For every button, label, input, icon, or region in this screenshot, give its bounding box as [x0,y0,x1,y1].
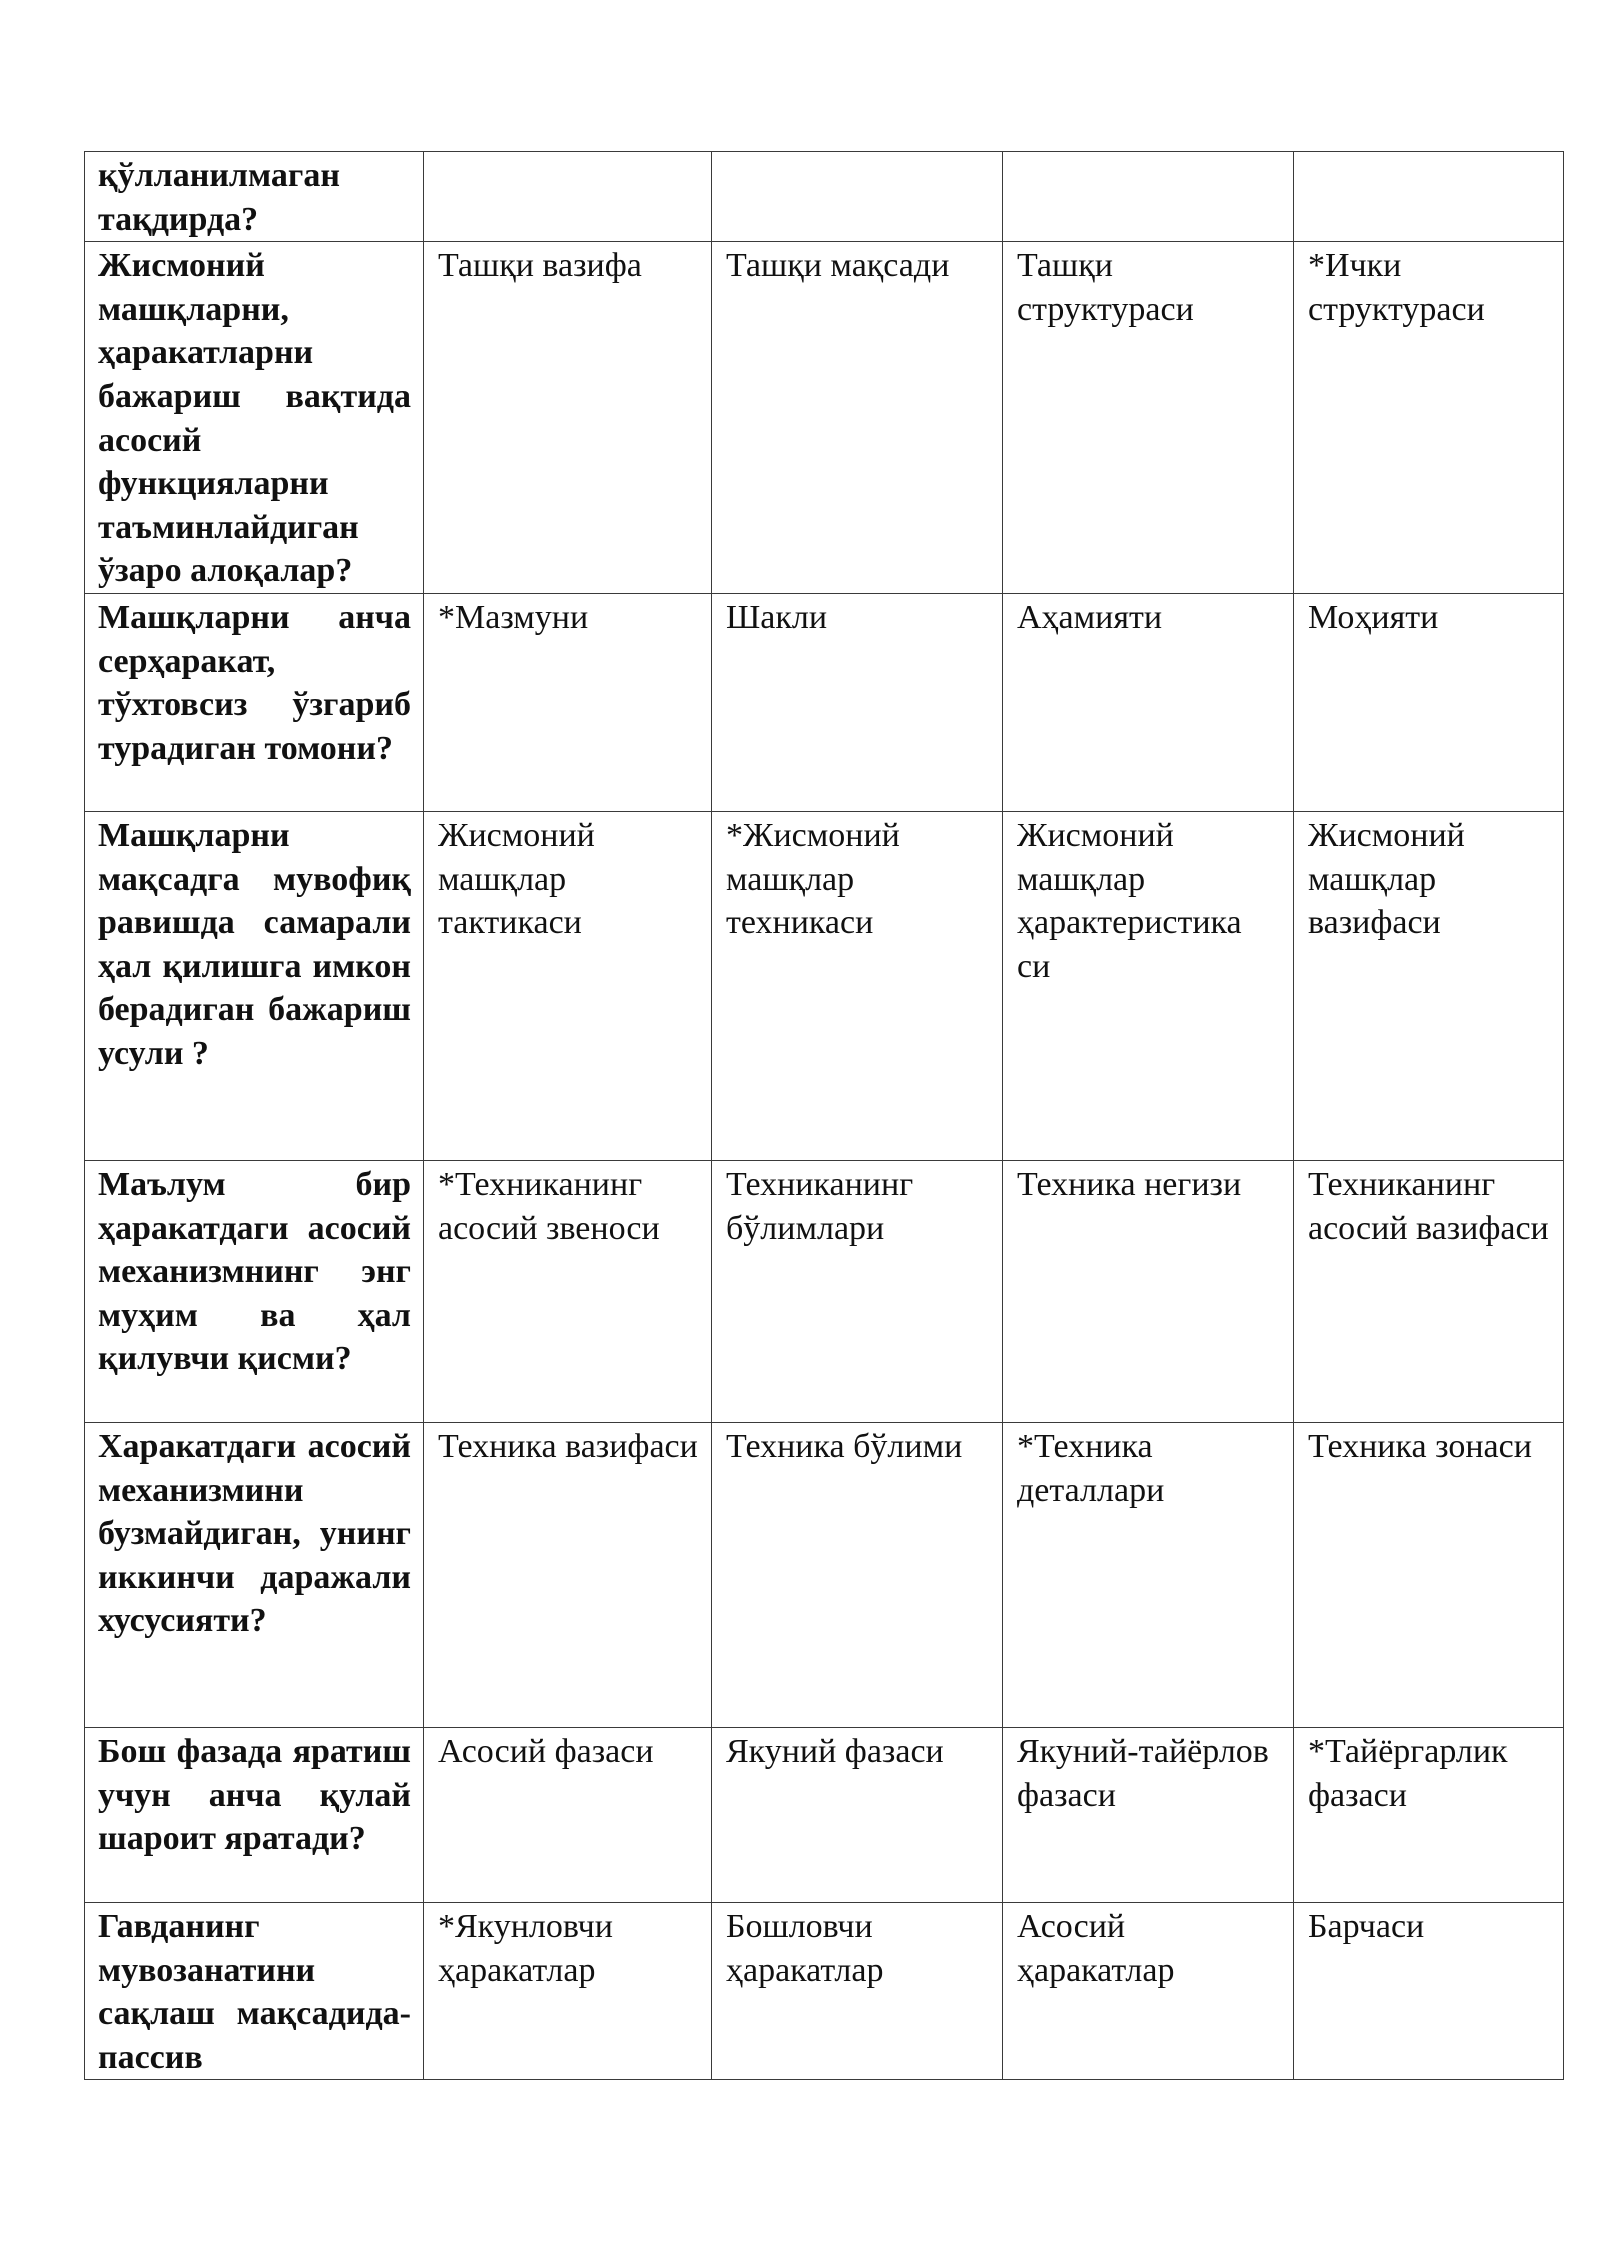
answer-option-cell: Техника бўлими [712,1422,1003,1727]
question-cell: Машқларни мақсадга мувофиқ равишда самарали ҳал қилишга имкон берадиган бажариш усули ? [85,811,424,1160]
table-row [85,1160,1564,1422]
answer-option-cell [1003,152,1294,242]
answer-option-cell: Ташқи мақсади [712,242,1003,594]
answer-option-cell: Якуний фазаси [712,1727,1003,1902]
answer-option-cell: Шакли [712,593,1003,811]
table-row [85,1727,1564,1902]
question-cell: Гавданинг мувозанатини сақлаш мақсадида-пассив [85,1902,424,2079]
answer-option-cell: Моҳияти [1294,593,1564,811]
answer-option-cell [424,152,712,242]
question-cell: Харакатдаги асосий механизмини бузмайдиган, унинг иккинчи даражали хусусияти? [85,1422,424,1727]
answer-option-cell: Техниканинг асосий вазифаси [1294,1160,1564,1422]
question-cell: Жисмоний машқларни, ҳаракатларни бажариш вақтида асосий функцияларни таъминлайдиган ўзаро алоқалар? [85,242,424,594]
answer-option-cell: Ташқи структураси [1003,242,1294,594]
answer-option-cell: Жисмоний машқлар вазифаси [1294,811,1564,1160]
table-row [85,1902,1564,2079]
answer-option-cell: *Техника деталлари [1003,1422,1294,1727]
answer-option-cell: *Ички структураси [1294,242,1564,594]
answer-option-cell: Техниканинг бўлимлари [712,1160,1003,1422]
answer-option-cell: *Мазмуни [424,593,712,811]
question-cell: Маълум бир ҳаракатдаги асосий механизмнинг энг муҳим ва ҳал қилувчи қисми? [85,1160,424,1422]
answer-option-cell: *Техниканинг асосий звеноси [424,1160,712,1422]
answer-option-cell: Бошловчи ҳаракатлар [712,1902,1003,2079]
question-cell: қўлланилмаган тақдирда? [85,152,424,242]
answer-option-cell: Жисмоний машқлар ҳарактеристика си [1003,811,1294,1160]
answer-option-cell: Асосий ҳаракатлар [1003,1902,1294,2079]
table-row [85,1422,1564,1727]
table-row [85,811,1564,1160]
answer-option-cell: Аҳамияти [1003,593,1294,811]
table-row [85,593,1564,811]
answer-option-cell: Барчаси [1294,1902,1564,2079]
answer-option-cell: Асосий фазаси [424,1727,712,1902]
question-cell: Бош фазада яратиш учун анча қулай шароит яратади? [85,1727,424,1902]
answer-option-cell: Техника негизи [1003,1160,1294,1422]
answer-option-cell: *Жисмоний машқлар техникаси [712,811,1003,1160]
answer-option-cell: Техника вазифаси [424,1422,712,1727]
answer-option-cell: Техника зонаси [1294,1422,1564,1727]
table-row [85,242,1564,594]
answer-option-cell: Жисмоний машқлар тактикаси [424,811,712,1160]
answer-option-cell: *Якунловчи ҳаракатлар [424,1902,712,2079]
answer-option-cell: Ташқи вазифа [424,242,712,594]
test-questions-table [84,151,1564,2080]
question-cell: Машқларни анча серҳаракат, тўхтовсиз ўзгариб турадиган томони? [85,593,424,811]
answer-option-cell: *Тайёргарлик фазаси [1294,1727,1564,1902]
answer-option-cell: Якуний-тайёрлов фазаси [1003,1727,1294,1902]
answer-option-cell [712,152,1003,242]
answer-option-cell [1294,152,1564,242]
table-row [85,152,1564,242]
